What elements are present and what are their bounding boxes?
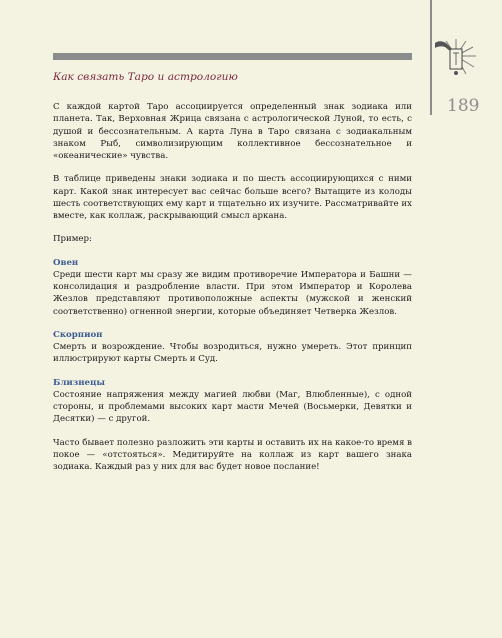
example-heading-gemini: Близнецы (53, 377, 105, 388)
page-number: 189 (447, 96, 480, 116)
top-rule (53, 53, 412, 60)
side-rule (430, 0, 432, 115)
intro-paragraph: С каждой картой Таро ассоциируется определенный знак зодиака или планета. Так, Верховная Жрица связана с астрологической Луной, то есть, с душой и бессознательным. А карта Луна в Таро связана с зодиакальным знаком Рыб, символизирующим коллективное бессознательное и «океанические» чувства. (53, 102, 412, 161)
example-text-aries: Среди шести карт мы сразу же видим противоречие Императора и Башни — консолидация и раздробление власти. При этом Император и Королева Жезлов представляют противоположные аспекты (мужской и женский соответственно) огненной энергии, которые объединяет Четверка Жезлов. (53, 269, 412, 317)
hand-tarot-card-emblem-icon (433, 36, 479, 82)
closing-paragraph: Часто бывает полезно разложить эти карты и оставить их на какое-то время в покое — «отстояться». Медитируйте на коллаж из карт вашего знака зодиака. Каждый раз у них для вас будет новое послание! (53, 437, 412, 472)
instruction-paragraph: В таблице приведены знаки зодиака и по шесть ассоциирующихся с ними карт. Какой знак интересует вас сейчас больше всего? Вытащите из колоды шесть соответствующих ему карт и тщательно их изучите. Рассматривайте их вместе, как коллаж, раскрывающий смысл аркана. (53, 174, 412, 221)
section-title: Как связать Таро и астрологию (53, 71, 238, 83)
example-text-gemini: Состояние напряжения между магией любви (Маг, Влюбленные), с одной стороны, и проблемами высоких карт масти Мечей (Восьмерки, Девятки и Десятки) — с другой. (53, 389, 412, 425)
example-heading-aries: Овен (53, 257, 79, 268)
example-heading-scorpio: Скорпион (53, 329, 103, 340)
example-text-scorpio: Смерть и возрождение. Чтобы возродиться, нужно умереть. Этот принцип иллюстрируют карты Смерть и Суд. (53, 342, 412, 365)
example-label: Пример: (53, 234, 92, 245)
body-text (53, 101, 412, 473)
